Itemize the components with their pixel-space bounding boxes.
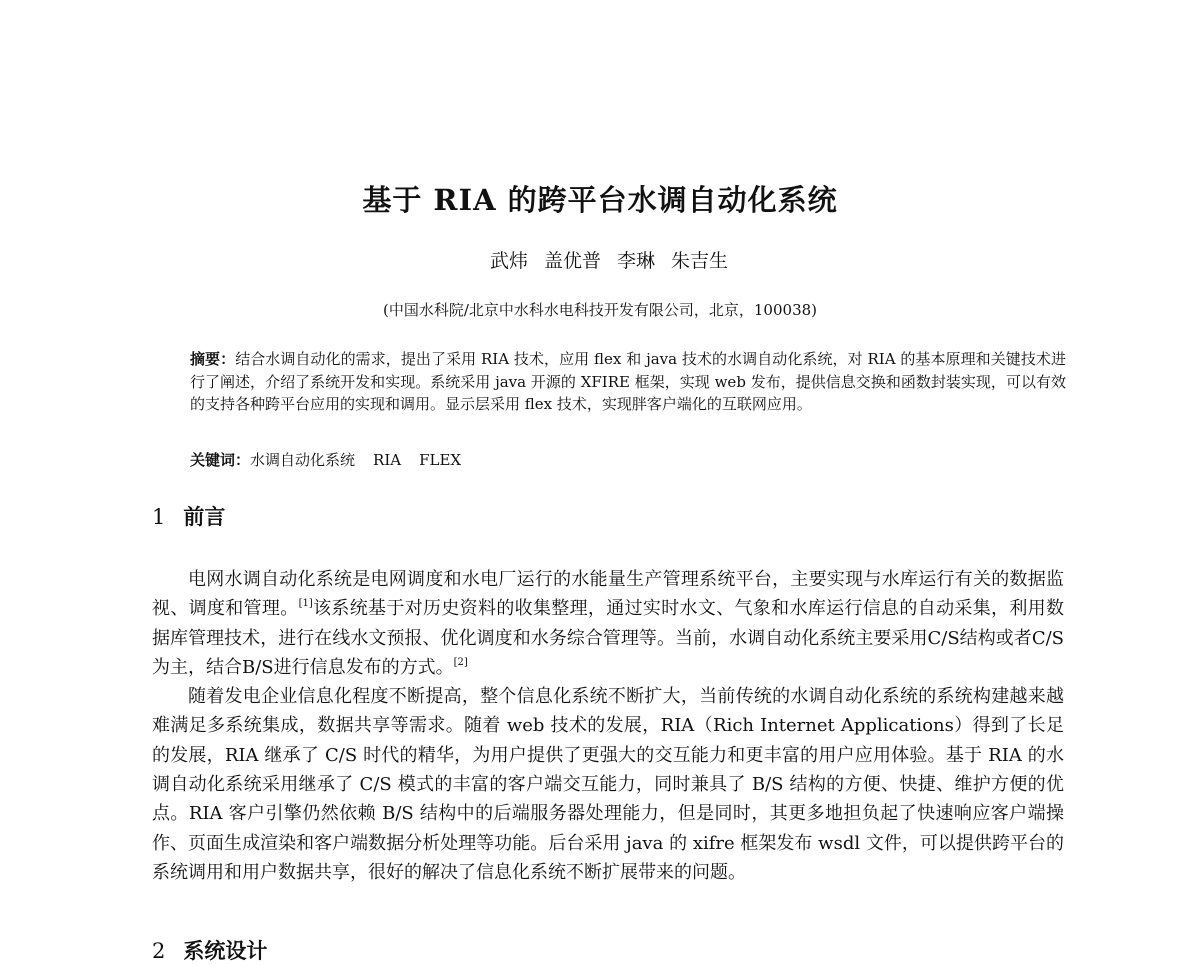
section-body-intro xyxy=(152,565,1064,887)
keywords-label: 关键词： xyxy=(190,451,251,469)
section-title: 系统设计 xyxy=(183,938,268,963)
paragraph xyxy=(152,682,1064,887)
section-number: 1 xyxy=(152,505,166,529)
keyword-item: 水调自动化系统 xyxy=(250,451,356,469)
abstract xyxy=(190,348,1066,416)
paragraph-text: 电网水调自动化系统是电网调度和水电厂运行的水能量生产管理系统平台，主要实现与水库运行有关的数据监视、调度和管理。 xyxy=(152,569,1064,620)
paper-title: 基于 RIA 的跨平台水调自动化系统 xyxy=(362,183,838,217)
keyword-item: FLEX xyxy=(419,451,462,469)
paragraph xyxy=(152,565,1064,682)
citation: [1] xyxy=(298,598,313,610)
paper-authors: 武炜 盖优普 李琳 朱吉生 xyxy=(489,250,729,272)
paragraph-text: 该系统基于对历史资料的收集整理，通过实时水文、气象和水库运行信息的自动采集，利用数据库管理技术，进行在线水文预报、优化调度和水务综合管理等。当前，水调自动化系统主要采用C/S结构或者C/S为主，结合B/S进行信息发布的方式。 xyxy=(152,598,1065,678)
paper-affiliation: (中国水科院/北京中水科水电科技开发有限公司，北京，100038) xyxy=(382,301,818,319)
keywords xyxy=(190,449,1066,471)
section-heading-design xyxy=(152,935,267,965)
keyword-item: RIA xyxy=(373,451,402,469)
citation: [2] xyxy=(453,656,468,668)
section-heading-intro xyxy=(152,501,225,531)
section-number: 2 xyxy=(152,939,166,963)
section-title: 前言 xyxy=(183,504,226,529)
abstract-label: 摘要： xyxy=(190,350,236,368)
paragraph-text: 随着发电企业信息化程度不断提高，整个信息化系统不断扩大，当前传统的水调自动化系统的系统构建越来越难满足多系统集成，数据共享等需求。随着 web 技术的发展，RIA（Rich Internet Applications）得到了长足的发展，RIA 继承了 C/S 时代的精华，为用户提供了更强大的交互能力和更丰富的用户应用体验。基于 RIA 的水调自动化系统采用继承了 C/S 模式的丰富的客户端交互能力，同时兼具了 B/S 结构的方便、快捷、维护方便的优点。RIA 客户引擎仍然依赖 B/S 结构中的后端服务器处理能力，但是同时，其更多地担负起了快速响应客户端操作、页面生成渲染和客户端数据分析处理等功能。后台采用 java 的 xifre 框架发布 wsdl 文件，可以提供跨平台的系统调用和用户数据共享，很好的解决了信息化系统不断扩展带来的问题。 xyxy=(152,686,1064,883)
abstract-text: 结合水调自动化的需求，提出了采用 RIA 技术，应用 flex 和 java 技术的水调自动化系统，对 RIA 的基本原理和关键技术进行了阐述，介绍了系统开发和实现。系统采用 java 开源的 XFIRE 框架，实现 web 发布，提供信息交换和函数封装实现，可以有效的支持各种跨平台应用的实现和调用。显示层采用 flex 技术，实现胖客户端化的互联网应用。 xyxy=(190,350,1066,413)
